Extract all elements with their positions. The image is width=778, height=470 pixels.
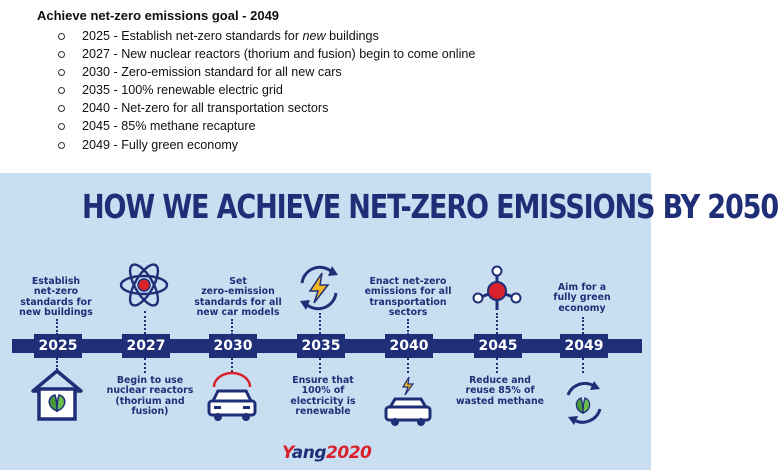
yang2020-logo: Yang2020 bbox=[282, 443, 372, 463]
connector-2027 bbox=[144, 311, 146, 334]
year-2045: 2045 bbox=[474, 334, 522, 358]
connector-2035 bbox=[319, 313, 321, 334]
hollow-bullet-icon bbox=[58, 33, 65, 40]
year-2035: 2035 bbox=[297, 334, 345, 358]
infographic bbox=[0, 173, 778, 470]
milestone-2027: Begin to use nuclear reactors (thorium and fusion) bbox=[106, 375, 194, 418]
notes-title: Achieve net-zero emissions goal - 2049 bbox=[37, 8, 280, 23]
green-house-icon bbox=[29, 367, 85, 423]
connector-2049 bbox=[582, 317, 584, 334]
year-2025: 2025 bbox=[34, 334, 82, 358]
atom-icon bbox=[118, 259, 170, 311]
hollow-bullet-icon bbox=[58, 87, 65, 94]
milestone-2025: Establish net-zero standards for new buildings bbox=[19, 276, 93, 319]
electric-car-icon bbox=[204, 371, 260, 427]
notes-section: Achieve net-zero emissions goal - 2049 2025 - Establish net-zero standards for new buildings 2027 - New nuclear reactors (thorium and fusion) begin to come online 2030 - Zero-emission standard for all new cars 2035 - 100% renewable electric grid 2040 - Net-zero for all transportation sectors 2045 - 85% methane recapture 2049 - Fully green economy bbox=[37, 8, 476, 152]
infographic-title: HOW WE ACHIEVE NET-ZERO EMISSIONS BY 2050 bbox=[82, 187, 778, 226]
hollow-bullet-icon bbox=[58, 142, 65, 149]
connector-2030 bbox=[231, 319, 233, 335]
year-2027: 2027 bbox=[122, 334, 170, 358]
lightning-cycle-icon bbox=[294, 263, 344, 313]
connector-2025 bbox=[56, 319, 58, 335]
connector-2035-down bbox=[319, 358, 321, 373]
connector-2040-down bbox=[407, 358, 409, 373]
connector-2045 bbox=[496, 313, 498, 334]
milestone-2049: Aim for a fully green economy bbox=[553, 282, 611, 314]
year-2040: 2040 bbox=[385, 334, 433, 358]
milestone-2035: Ensure that 100% of electricity is renewable bbox=[290, 375, 356, 418]
connector-2027-down bbox=[144, 358, 146, 373]
milestone-2045: Reduce and reuse 85% of wasted methane bbox=[455, 375, 545, 407]
connector-2030-down bbox=[231, 358, 233, 372]
methane-molecule-icon bbox=[472, 266, 522, 316]
electric-car-bolt-icon bbox=[381, 375, 435, 429]
hollow-bullet-icon bbox=[58, 69, 65, 76]
connector-2040 bbox=[407, 319, 409, 335]
hollow-bullet-icon bbox=[58, 123, 65, 130]
year-2030: 2030 bbox=[209, 334, 257, 358]
connector-2049-down bbox=[582, 358, 584, 373]
recycle-leaves-icon bbox=[558, 379, 608, 427]
year-2049: 2049 bbox=[560, 334, 608, 358]
milestone-2030: Set zero-emission standards for all new car models bbox=[194, 276, 282, 319]
milestone-2040: Enact net-zero emissions for all transportation sectors bbox=[364, 276, 452, 319]
connector-2045-down bbox=[496, 358, 498, 373]
hollow-bullet-icon bbox=[58, 105, 65, 112]
hollow-bullet-icon bbox=[58, 51, 65, 58]
